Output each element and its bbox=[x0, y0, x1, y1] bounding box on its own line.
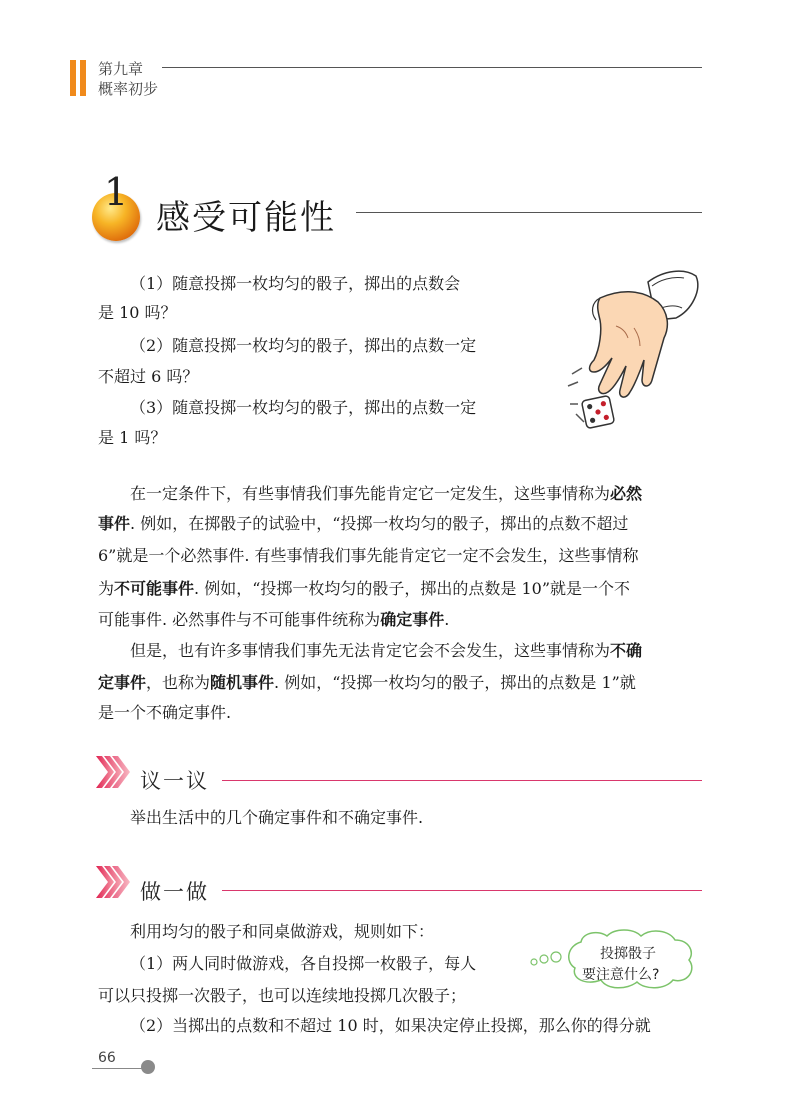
question-2-line-2: 不超过 6 吗？ bbox=[98, 367, 199, 386]
body-p2-line-1: 但是，也有许多事情我们事先无法肯定它会不会发生，这些事情称为不确 bbox=[130, 641, 643, 660]
question-1-line-2: 是 10 吗？ bbox=[98, 303, 177, 322]
body-p2-line-3: 是一个不确定事件. bbox=[98, 703, 232, 722]
page-number-dot bbox=[141, 1060, 155, 1074]
body-p1-line-1: 在一定条件下，有些事情我们事先能肯定它一定发生，这些事情称为必然 bbox=[130, 484, 643, 503]
bubble-line-1: 投掷骰子 bbox=[600, 946, 656, 962]
hand-throwing-dice-illustration bbox=[560, 268, 710, 440]
question-3-line-2: 是 1 吗？ bbox=[98, 428, 167, 447]
discuss-rule bbox=[222, 780, 702, 781]
body-p2-line-2: 定事件，也称为随机事件. 例如，“投掷一枚均匀的骰子，掷出的点数是 1”就 bbox=[98, 673, 636, 692]
body-p1-line-3: 6”就是一个必然事件. 有些事情我们事先能肯定它一定不会发生，这些事情称 bbox=[98, 546, 639, 565]
chapter-title: 概率初步 bbox=[98, 80, 159, 98]
section-title: 感受可能性 bbox=[156, 198, 336, 238]
body-p1-line-5: 可能事件. 必然事件与不可能事件统称为确定事件. bbox=[98, 610, 450, 629]
section-number: 1 bbox=[104, 170, 129, 214]
question-2-line-1: （2）随意投掷一枚均匀的骰子，掷出的点数一定 bbox=[130, 336, 477, 355]
page-number: 66 bbox=[98, 1050, 116, 1066]
body-p1-line-4: 为不可能事件. 例如，“投掷一枚均匀的骰子，掷出的点数是 10”就是一个不 bbox=[98, 579, 631, 598]
do-it-intro: 利用均匀的骰子和同桌做游戏，规则如下： bbox=[130, 922, 435, 941]
chapter-rule bbox=[162, 67, 702, 68]
question-1-line-1: （1）随意投掷一枚均匀的骰子，掷出的点数会 bbox=[130, 274, 461, 293]
chapter-number: 第九章 bbox=[98, 60, 144, 78]
bubble-line-2: 要注意什么? bbox=[582, 967, 660, 983]
bubble-tail-icon bbox=[528, 948, 568, 972]
discuss-text: 举出生活中的几个确定事件和不确定事件. bbox=[130, 808, 424, 827]
page-number-rule bbox=[92, 1068, 144, 1069]
do-it-arrows-icon bbox=[94, 864, 130, 900]
chapter-marker-bars bbox=[70, 60, 88, 96]
discuss-title: 议一议 bbox=[140, 769, 209, 793]
discuss-arrows-icon bbox=[94, 754, 130, 790]
do-it-title: 做一做 bbox=[140, 880, 209, 904]
section-rule bbox=[356, 212, 702, 213]
do-it-rule-2: （2）当掷出的点数和不超过 10 时，如果决定停止投掷，那么你的得分就 bbox=[130, 1016, 651, 1035]
do-it-rule-1-line-2: 可以只投掷一次骰子，也可以连续地投掷几次骰子； bbox=[98, 986, 467, 1005]
do-it-rule-1-line-1: （1）两人同时做游戏，各自投掷一枚骰子，每人 bbox=[130, 954, 477, 973]
question-3-line-1: （3）随意投掷一枚均匀的骰子，掷出的点数一定 bbox=[130, 398, 477, 417]
body-p1-line-2: 事件. 例如，在掷骰子的试验中，“投掷一枚均匀的骰子，掷出的点数不超过 bbox=[98, 514, 629, 533]
do-it-rule bbox=[222, 890, 702, 891]
